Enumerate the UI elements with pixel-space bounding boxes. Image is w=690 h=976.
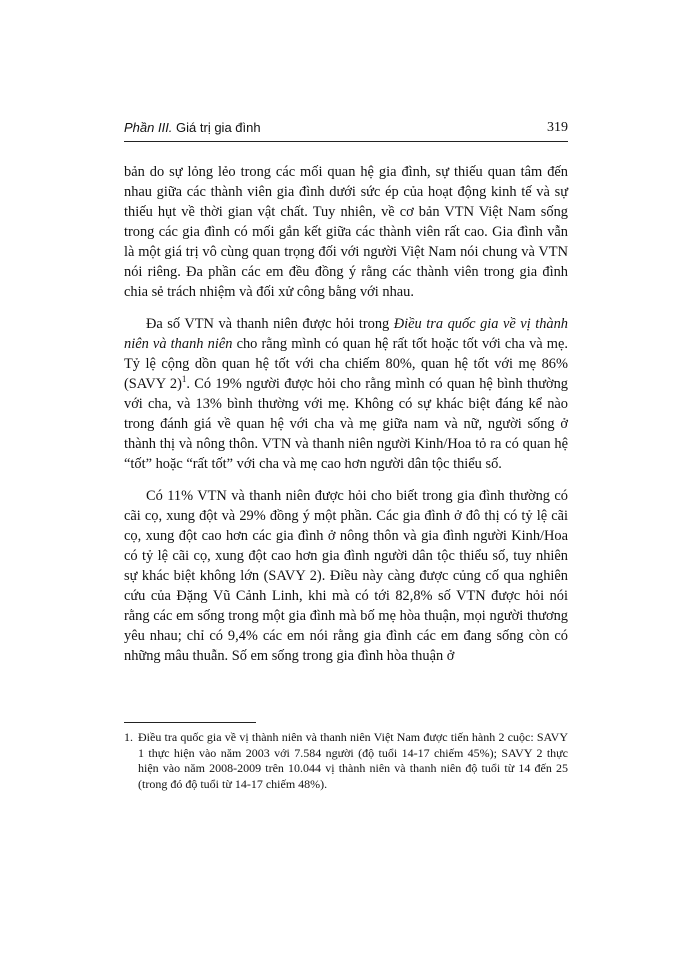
paragraph-2-text-start: Đa số VTN và thanh niên được hỏi trong <box>146 316 394 332</box>
survey-title-italic: Điều tra quốc gia về vị thành niên và thanh niên <box>124 316 568 352</box>
footnote <box>124 730 568 792</box>
running-header <box>124 120 568 142</box>
page-number: 319 <box>547 120 568 135</box>
footnote-divider <box>124 722 256 723</box>
body-text <box>124 162 568 678</box>
paragraph-1: bản do sự lỏng lẻo trong các mối quan hệ gia đình, sự thiếu quan tâm đến nhau giữa các thành viên gia đình dưới sức ép của hoạt động kinh tế và sự thiếu hụt về thời gian vật chất. Tuy nhiên, về cơ bản VTN Việt Nam sống trong các gia đình có mối gắn kết giữa các thành viên rất cao. Gia đình vẫn là một giá trị vô cùng quan trọng đối với người Việt Nam nói chung và VTN nói riêng. Đa phần các em đều đồng ý rằng các thành viên trong gia đình chia sẻ trách nhiệm và đối xử công bằng với nhau. <box>124 164 568 300</box>
section-title: Giá trị gia đình <box>176 120 261 135</box>
footnote-marker: 1 <box>181 374 187 385</box>
paragraph-2-text-mid: cho rằng mình có quan hệ rất tốt hoặc tốt với cha và mẹ. Tỷ lệ cộng dồn quan hệ tốt với cha chiếm 80%, quan hệ tốt với mẹ 86% (SAVY 2) <box>124 336 568 392</box>
footnote-text: Điều tra quốc gia về vị thành niên và thanh niên Việt Nam được tiến hành 2 cuộc: SAVY 1 thực hiện vào năm 2003 với 7.584 người (độ tuổi 14-17 chiếm 45%); SAVY 2 thực hiện vào năm 2008-2009 trên 10.044 vị thành niên và thanh niên độ tuổi từ 14 đến 25 (trong đó độ tuổi từ 14-17 chiếm 48%). <box>138 730 568 791</box>
footnote-number: 1. <box>124 730 133 744</box>
paragraph-2-text-end: . Có 19% người được hỏi cho rằng mình có quan hệ bình thường với cha, và 13% bình thường với mẹ. Không có sự khác biệt đáng kể nào trong đánh giá về quan hệ với cha và mẹ giữa nam và nữ, người sống ở thành thị và nông thôn. VTN và thanh niên người Kinh/Hoa tỏ ra có quan hệ “tốt” hoặc “rất tốt” với cha và mẹ cao hơn người dân tộc thiểu số. <box>124 376 568 472</box>
paragraph-3: Có 11% VTN và thanh niên được hỏi cho biết trong gia đình thường có cãi cọ, xung đột và 29% đồng ý một phần. Các gia đình ở đô thị có tỷ lệ cãi cọ, xung đột cao hơn các gia đình ở nông thôn và gia đình người Kinh/Hoa có tỷ lệ cãi cọ, xung đột cao hơn gia đình người dân tộc thiểu số, tuy nhiên sự khác biệt không lớn (SAVY 2). Điều này càng được củng cố qua nghiên cứu của Đặng Vũ Cảnh Linh, khi mà có tới 82,8% số VTN được hỏi nói rằng các em sống trong một gia đình mà bố mẹ hòa thuận, mọi người thương yêu nhau; chỉ có 9,4% các em nói rằng gia đình các em đang sống còn có những mâu thuẫn. Số em sống trong gia đình hòa thuận ở <box>124 488 568 664</box>
section-heading <box>124 120 261 135</box>
paragraph-2 <box>124 314 568 474</box>
section-label: Phần III. <box>124 120 173 135</box>
header-divider <box>124 141 568 142</box>
